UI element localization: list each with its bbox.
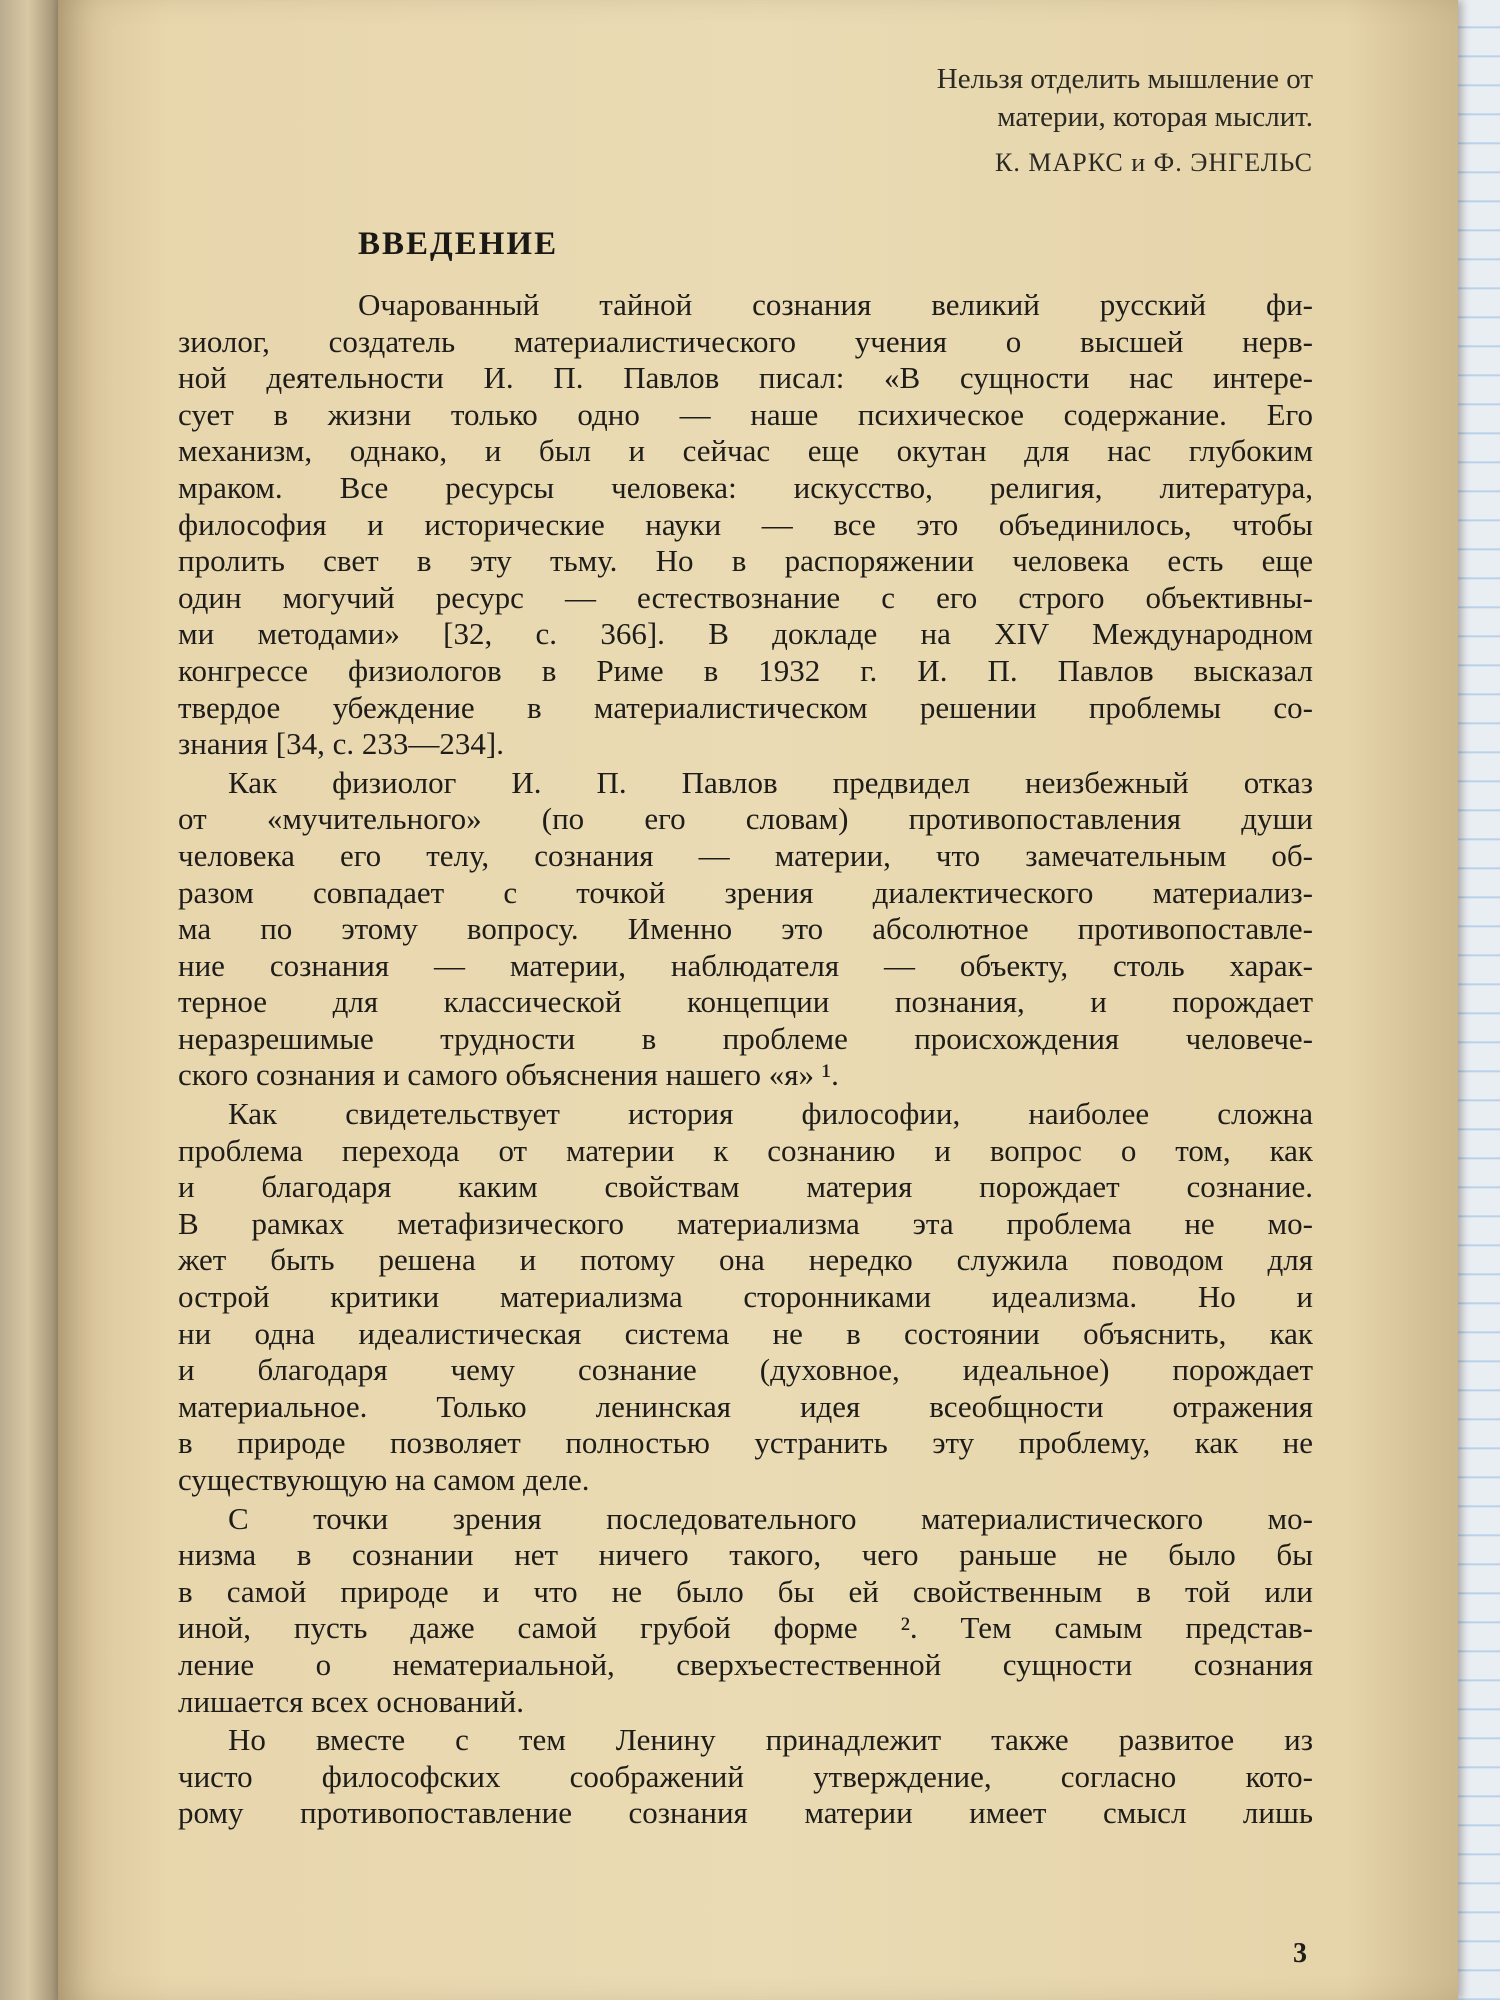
body-text (178, 287, 1313, 1832)
text-line: твердое убеждение в материалистическом решении проблемы со- (178, 689, 1313, 725)
text-line: Как физиолог И. П. Павлов предвидел неизбежный отказ (228, 764, 1313, 800)
text-line: зиолог, создатель материалистического учения о высшей нерв- (178, 323, 1313, 359)
paragraph (178, 1722, 1313, 1832)
text-line: и благодаря чему сознание (духовное, идеальное) порождает (178, 1352, 1313, 1388)
text-line: жет быть решена и потому она нередко служила поводом для (178, 1242, 1313, 1278)
epigraph-author: К. МАРКС и Ф. ЭНГЕЛЬС (995, 148, 1313, 177)
text-line: философия и исторические науки — все это объединилось, чтобы (178, 506, 1313, 542)
text-line: в природе позволяет полностью устранить эту проблему, как не (178, 1425, 1313, 1461)
paragraph (178, 287, 1313, 763)
chapter-heading: ВВЕДЕНИЕ (358, 226, 559, 262)
text-line: В рамках метафизического материализма эта проблема не мо- (178, 1205, 1313, 1241)
text-line: материальное. Только ленинская идея всеобщности отражения (178, 1388, 1313, 1424)
text-line: иной, пусть даже самой грубой форме ². Тем самым представ- (178, 1610, 1313, 1646)
page-text (178, 60, 1313, 1832)
text-line: существующую на самом деле. (178, 1462, 590, 1497)
text-line: лишается всех оснований. (178, 1683, 524, 1719)
text-line: мраком. Все ресурсы человека: искусство, религия, литература, (178, 469, 1313, 505)
text-line: чисто философских соображений утверждение, согласно кото- (178, 1758, 1313, 1794)
epigraph-line: Нельзя отделить мышление от (936, 63, 1313, 95)
text-line: ни одна идеалистическая система не в состоянии объяснить, как (178, 1315, 1313, 1351)
text-line: сует в жизни только одно — наше психическое содержание. Его (178, 396, 1313, 432)
paragraph (178, 1096, 1313, 1499)
paragraph (178, 1501, 1313, 1721)
text-line: Но вместе с тем Ленину принадлежит также развитое из (228, 1722, 1313, 1758)
text-line: знания [34, с. 233—234]. (178, 726, 504, 762)
paragraph (178, 765, 1313, 1094)
text-line: рому противопоставление сознания материи имеет смысл лишь (178, 1795, 1313, 1831)
text-line: ление о нематериальной, сверхъестественной сущности сознания (178, 1646, 1313, 1682)
text-line: человека его телу, сознания — материи, что замечательным об- (178, 837, 1313, 873)
text-line: проблема перехода от материи к сознанию и вопрос о том, как (178, 1132, 1313, 1168)
text-line: низма в сознании нет ничего такого, чего раньше не было бы (178, 1537, 1313, 1573)
text-line: Очарованный тайной сознания великий русский фи- (358, 287, 1313, 322)
text-line: ма по этому вопросу. Именно это абсолютное противопоставле- (178, 911, 1313, 947)
text-line: конгрессе физиологов в Риме в 1932 г. И. П. Павлов высказал (178, 652, 1313, 688)
text-line: терное для классической концепции познания, и порождает (178, 984, 1313, 1020)
text-line: ского сознания и самого объяснения нашего «я» ¹. (178, 1057, 839, 1093)
text-line: от «мучительного» (по его словам) противопоставления души (178, 801, 1313, 837)
book-page (58, 0, 1458, 2000)
text-line: острой критики материализма сторонниками идеализма. Но и (178, 1279, 1313, 1315)
text-line: неразрешимые трудности в проблеме происхождения человече- (178, 1020, 1313, 1056)
text-line: ние сознания — материи, наблюдателя — объекту, столь харак- (178, 947, 1313, 983)
text-line: С точки зрения последовательного материалистического мо- (228, 1500, 1313, 1536)
text-line: и благодаря каким свойствам материя порождает сознание. (178, 1169, 1313, 1205)
text-line: ной деятельности И. П. Павлов писал: «В сущности нас интере- (178, 360, 1313, 396)
text-line: разом совпадает с точкой зрения диалектического материализ- (178, 874, 1313, 910)
text-line: в самой природе и что не было бы ей свойственным в той или (178, 1573, 1313, 1609)
text-line: ми методами» [32, с. 366]. В докладе на XIV Международном (178, 616, 1313, 652)
text-line: один могучий ресурс — естествознание с его строго объективны- (178, 579, 1313, 615)
text-line: пролить свет в эту тьму. Но в распоряжении человека есть еще (178, 543, 1313, 579)
page-number: 3 (1293, 1938, 1307, 1969)
epigraph-line: материи, которая мыслит. (997, 101, 1313, 133)
epigraph (178, 60, 1313, 136)
text-line: механизм, однако, и был и сейчас еще окутан для нас глубоким (178, 433, 1313, 469)
text-line: Как свидетельствует история философии, наиболее сложна (228, 1096, 1313, 1132)
